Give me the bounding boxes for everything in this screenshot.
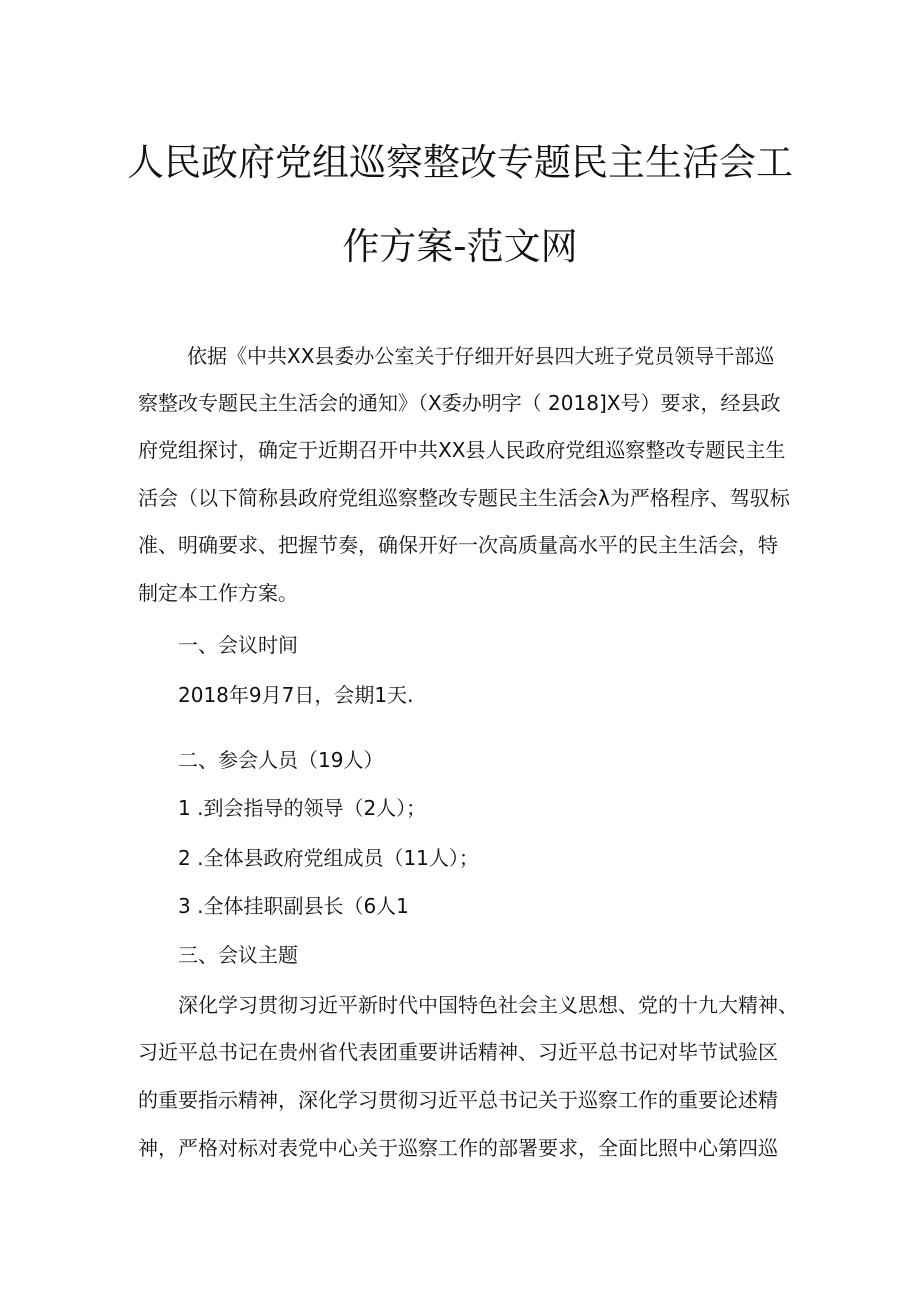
document-title-line-2: 作方案-范文网	[342, 225, 578, 268]
section-1-text: 2018年9月7日，会期1天.	[178, 683, 414, 707]
section-2-heading: 二、参会人员（19人）	[178, 748, 384, 772]
attendee-list-item: 2 .全体县政府党组成员（11人）；	[178, 846, 479, 870]
intro-paragraph-line: 察整改专题民主生活会的通知》（X委办明字（ 2018]X号）要求，经县政	[138, 391, 781, 415]
intro-paragraph-line: 制定本工作方案。	[138, 581, 298, 605]
section-1-heading: 一、会议时间	[178, 633, 298, 657]
theme-paragraph-line: 神，严格对标对表党中心关于巡察工作的部署要求，全面比照中心第四巡	[138, 1136, 778, 1160]
intro-paragraph-line: 府党组探讨，确定于近期召开中共XX县人民政府党组巡察整改专题民主生	[138, 438, 786, 462]
theme-paragraph-line: 习近平总书记在贵州省代表团重要讲话精神、习近平总书记对毕节试验区	[138, 1040, 778, 1064]
document-title-line-1: 人民政府党组巡察整改专题民主生活会工	[127, 141, 793, 184]
intro-paragraph-line: 活会（以下简称县政府党组巡察整改专题民主生活会λ为严格程序、驾驭标	[138, 486, 790, 510]
section-3-heading: 三、会议主题	[178, 943, 298, 967]
theme-paragraph-line: 的重要指示精神，深化学习贯彻习近平总书记关于巡察工作的重要论述精	[138, 1088, 778, 1112]
theme-paragraph-line: 深化学习贯彻习近平新时代中国特色社会主义思想、党的十九大精神、	[178, 993, 798, 1017]
attendee-list-item: 3 .全体挂职副县长（6人1	[178, 894, 409, 918]
intro-paragraph-line: 准、明确要求、把握节奏，确保开好一次高质量高水平的民主生活会，特	[138, 533, 778, 557]
intro-paragraph-line: 依据《中共XX县委办公室关于仔细开好县四大班子党员领导干部巡	[187, 344, 775, 368]
attendee-list-item: 1 .到会指导的领导（2人）；	[178, 796, 427, 820]
